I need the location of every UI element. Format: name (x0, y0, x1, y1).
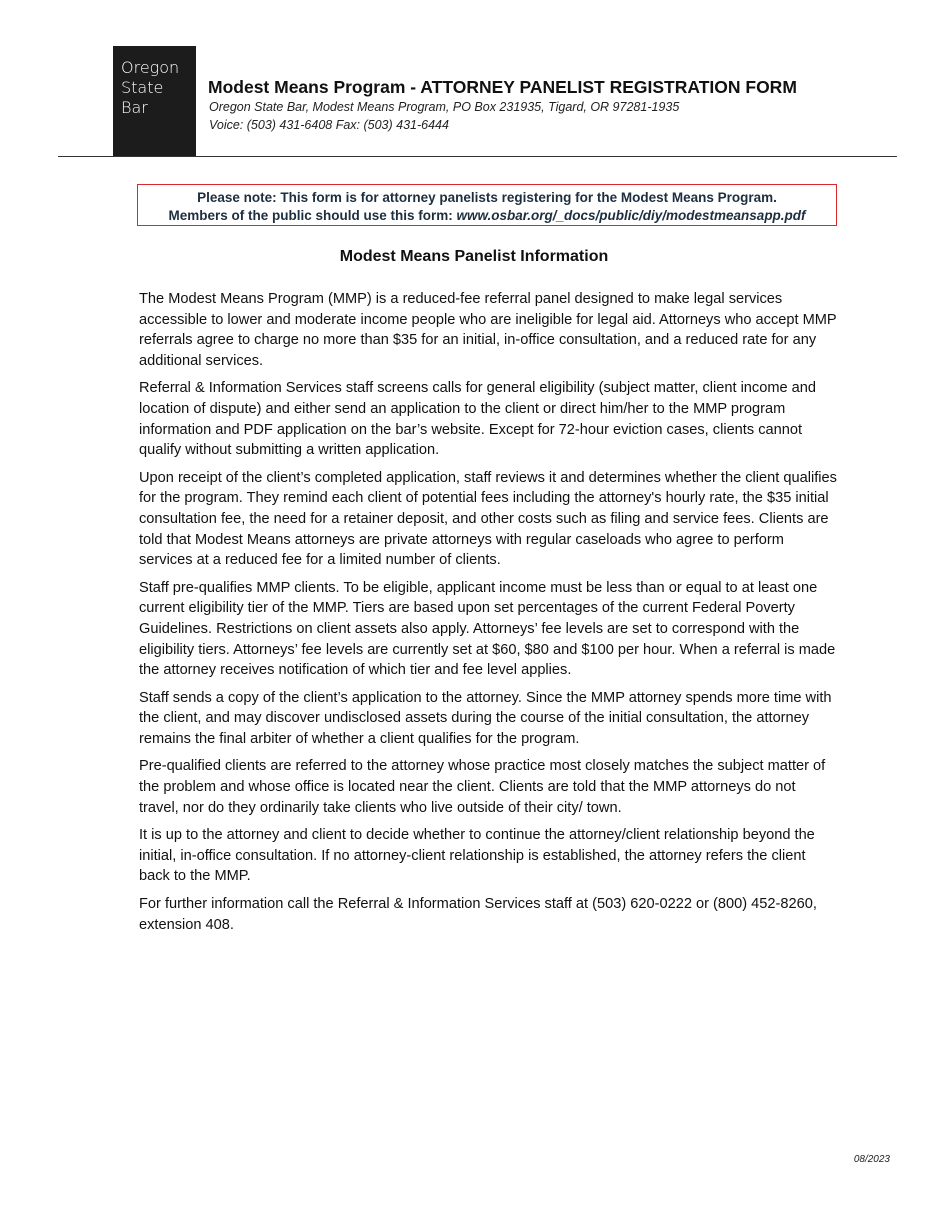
logo-line-oregon: Oregon (121, 58, 180, 77)
paragraph-relationship: It is up to the attorney and client to decide whether to continue the attorney/client relationship beyond the initial, in-office consultation. If no attorney-client relationship is established, the attorney refers the client back to the MMP. (139, 827, 815, 885)
revision-date: 08/2023 (853, 1154, 890, 1165)
paragraph-overview: The Modest Means Program (MMP) is a reduced-fee referral panel designed to make legal services accessible to lower and moderate income people who are ineligible for legal aid. Attorneys who accept MMP referrals agree to charge no more than $35 for an initial, in-office consultation, and a reduced rate for any additional services. (139, 291, 837, 369)
oregon-state-bar-logo (113, 46, 196, 157)
paragraph-application-review: Upon receipt of the client’s completed application, staff reviews it and determines whether the client qualifies for the program. They remind each client of potential fees including the attorney's hourly rate, the $35 initial consultation fee, the need for a retainer deposit, and other costs such as filing and service fees. Clients are told that Modest Means attorneys are private attorneys with regular caseloads who agree to perform services at a reduced fee for a limited number of clients. (139, 469, 837, 569)
notice-line-2 (138, 207, 836, 225)
paragraph-attorney-copy: Staff sends a copy of the client’s application to the attorney. Since the MMP attorney spends more time with the client, and may discover undisclosed assets during the course of the initial consultation, the attorney remains the final arbiter of whether a client qualifies for the program. (139, 689, 832, 747)
header-divider (58, 156, 897, 157)
paragraph-eligibility: Staff pre-qualifies MMP clients. To be eligible, applicant income must be less than or equal to at least one current eligibility tier of the MMP. Tiers are based upon set percentages of the current Federal Poverty Guidelines. Restrictions on client assets also apply. Attorneys’ fee levels are set to correspond with the eligibility tiers. Attorneys’ fee levels are currently set at $60, $80 and $100 per hour. When a referral is made the attorney receives notification of which tier and fee level applies. (139, 579, 836, 679)
mailing-address: Oregon State Bar, Modest Means Program, PO Box 231935, Tigard, OR 97281-1935 (209, 100, 680, 114)
public-notice-box (137, 184, 837, 226)
paragraph-contact-info: For further information call the Referral & Information Services staff at (503) 620-0222 or (800) 452-8260, extension 408. (139, 896, 817, 933)
program-description (139, 289, 839, 942)
logo-line-state: State (121, 78, 164, 97)
logo-line-bar: Bar (121, 98, 148, 117)
form-title: Modest Means Program - ATTORNEY PANELIST REGISTRATION FORM (208, 77, 797, 97)
public-form-link[interactable]: www.osbar.org/_docs/public/diy/modestmeansapp.pdf (456, 208, 806, 223)
section-title: Modest Means Panelist Information (339, 248, 609, 265)
paragraph-referral-matching: Pre-qualified clients are referred to the attorney whose practice most closely matches the subject matter of the problem and whose office is located near the client. Clients are told that the MMP attorneys do not travel, nor do they ordinarily take clients who live outside of their city/ town. (139, 758, 826, 816)
notice-line-1: Please note: This form is for attorney panelists registering for the Modest Means Program. (197, 190, 777, 205)
notice-prefix: Members of the public should use this form: (168, 208, 457, 223)
paragraph-screening: Referral & Information Services staff screens calls for general eligibility (subject matter, client income and location of dispute) and either send an application to the client or direct him/her to the MMP program information and PDF application on the bar’s website. Except for 72-hour eviction cases, clients cannot qualify without submitting a written application. (139, 380, 817, 459)
phone-fax: Voice: (503) 431-6408 Fax: (503) 431-6444 (209, 118, 449, 132)
